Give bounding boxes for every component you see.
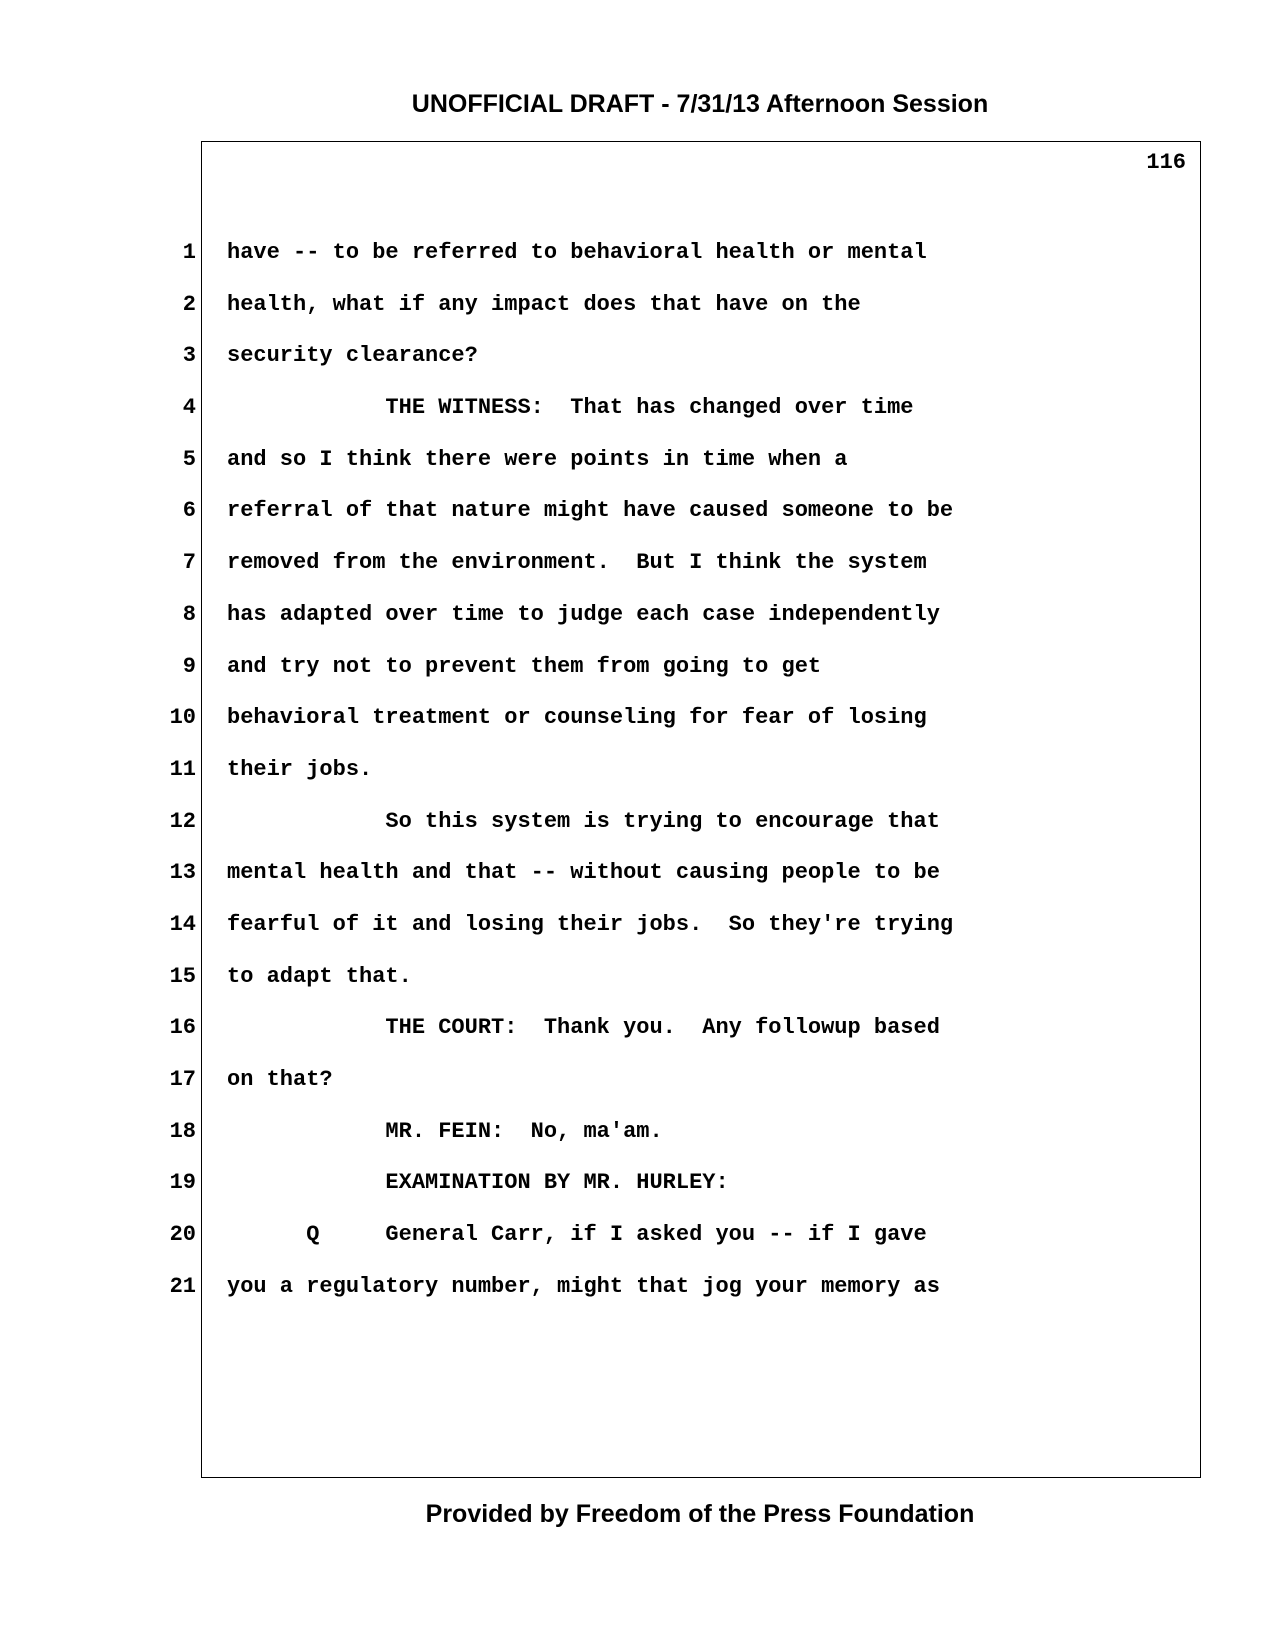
- page-footer-text: Provided by Freedom of the Press Foundation: [425, 1500, 975, 1528]
- line-number: 7: [182, 550, 196, 576]
- transcript-line: security clearance?: [227, 343, 478, 369]
- transcript-line: referral of that nature might have caused someone to be: [227, 498, 954, 524]
- transcript-line: mental health and that -- without causing people to be: [227, 860, 940, 886]
- line-number: 4: [182, 395, 196, 421]
- transcript-line: THE WITNESS: That has changed over time: [227, 395, 914, 421]
- line-number: 21: [169, 1273, 196, 1299]
- transcript-line: behavioral treatment or counseling for fear of losing: [227, 705, 927, 731]
- transcript-line: fearful of it and losing their jobs. So they're trying: [227, 911, 954, 937]
- line-number: 17: [169, 1067, 196, 1092]
- transcript-line: removed from the environment. But I think the system: [227, 550, 927, 576]
- line-number: 13: [169, 860, 196, 886]
- transcript-line: on that?: [227, 1067, 333, 1092]
- line-number: 18: [169, 1118, 196, 1144]
- transcript-line: EXAMINATION BY MR. HURLEY:: [227, 1170, 729, 1196]
- transcript-line: So this system is trying to encourage that: [227, 808, 940, 834]
- line-number: 6: [182, 498, 196, 524]
- line-number: 5: [182, 446, 196, 472]
- transcript-line: THE COURT: Thank you. Any followup based: [227, 1015, 940, 1041]
- transcript-line: and try not to prevent them from going to get: [227, 653, 822, 679]
- transcript-line: you a regulatory number, might that jog your memory as: [227, 1273, 940, 1299]
- line-number: 12: [169, 808, 196, 834]
- line-number: 10: [169, 705, 196, 731]
- transcript-line: to adapt that.: [227, 963, 412, 989]
- line-number: 1: [182, 240, 196, 265]
- transcript-line: have -- to be referred to behavioral health or mental: [227, 240, 927, 265]
- line-number: 20: [169, 1222, 196, 1248]
- line-number: 8: [182, 601, 196, 627]
- line-number: 14: [169, 911, 196, 937]
- transcript-line: has adapted over time to judge each case independently: [227, 601, 940, 627]
- page-number: 116: [1146, 150, 1186, 175]
- line-number: 9: [182, 653, 196, 679]
- transcript-line: their jobs.: [227, 756, 373, 782]
- transcript-line: Q General Carr, if I asked you -- if I gave: [227, 1222, 927, 1248]
- page-header-title: UNOFFICIAL DRAFT - 7/31/13 Afternoon Session: [411, 90, 989, 118]
- transcript-line: MR. FEIN: No, ma'am.: [227, 1118, 663, 1144]
- line-number: 11: [169, 756, 196, 782]
- line-number: 16: [169, 1015, 196, 1041]
- transcript-line: and so I think there were points in time when a: [227, 446, 848, 472]
- transcript-body: [227, 233, 1187, 1318]
- transcript-line: health, what if any impact does that have on the: [227, 291, 861, 317]
- line-number: 2: [182, 291, 196, 317]
- line-number: 15: [169, 963, 196, 989]
- line-number: 19: [169, 1170, 196, 1196]
- line-number: 3: [182, 343, 196, 369]
- line-number-column: [146, 233, 196, 1318]
